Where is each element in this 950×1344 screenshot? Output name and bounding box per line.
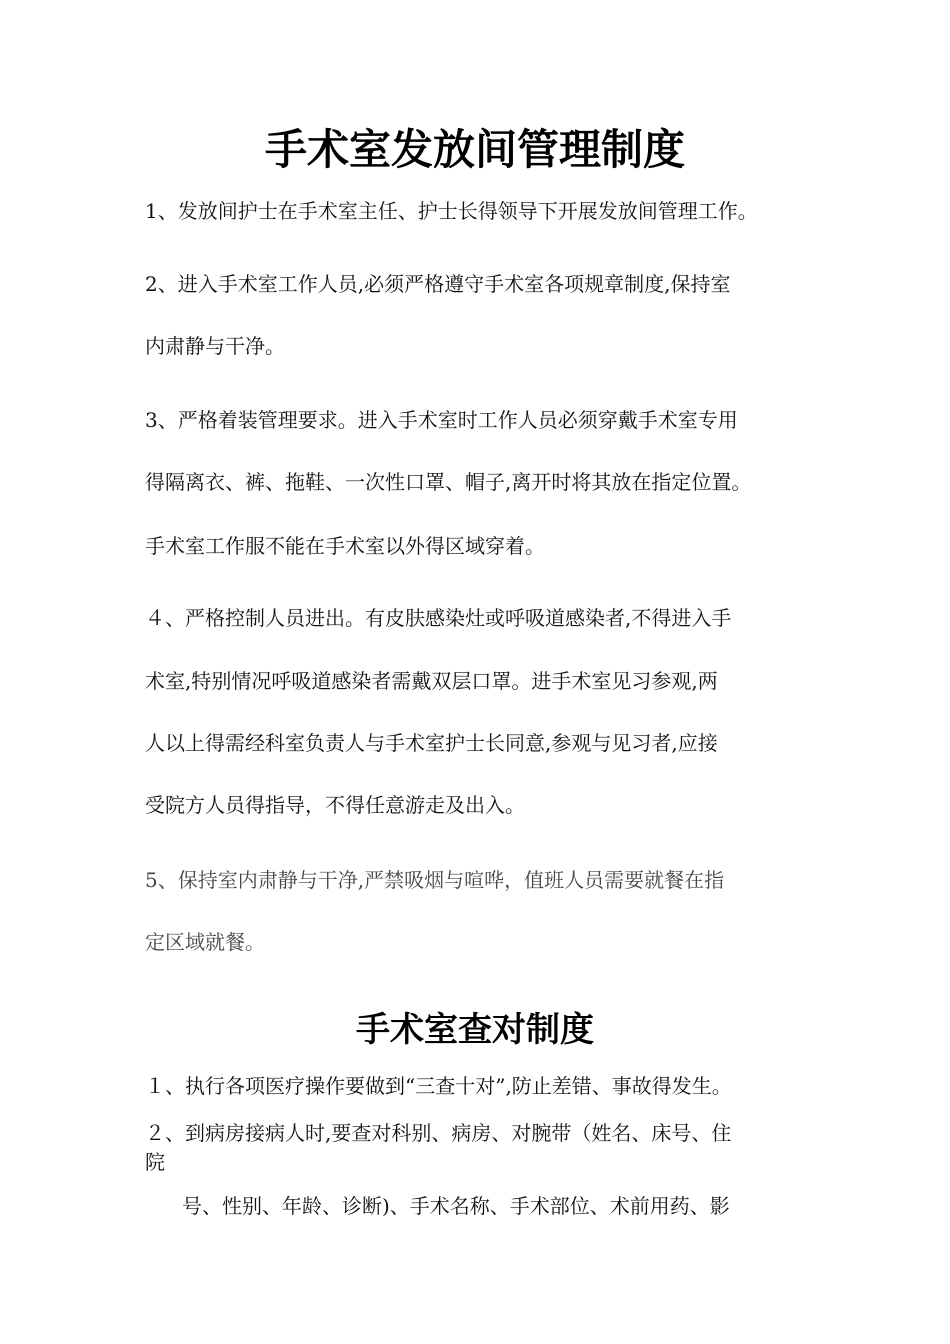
rule-3-line-1: 3、严格着装管理要求。进入手术室时工作人员必须穿戴手术室专用: [145, 408, 738, 432]
check-rule-2-line-3: 号、性别、年龄、诊断)、手术名称、手术部位、术前用药、影: [182, 1194, 730, 1218]
check-rule-2-line-1: ２、到病房接病人时,要查对科别、病房、对腕带（姓名、床号、住: [145, 1121, 732, 1145]
rule-4-line-4: 受院方人员得指导，不得任意游走及出入。: [145, 793, 525, 817]
rule-2-line-1: 2、进入手术室工作人员,必须严格遵守手术室各项规章制度,保持室: [145, 272, 731, 296]
rule-4-line-1: ４、严格控制人员进出。有皮肤感染灶或呼吸道感染者,不得进入手: [145, 606, 732, 630]
rule-2-line-2: 内肃静与干净。: [145, 334, 285, 358]
section-title-verification-rules: 手术室查对制度: [356, 1010, 594, 1050]
check-rule-2-line-2: 院: [145, 1150, 165, 1174]
rule-4-line-3: 人以上得需经科室负责人与手术室护士长同意,参观与见习者,应接: [145, 731, 718, 755]
rule-3-line-2: 得隔离衣、裤、拖鞋、一次性口罩、帽子,离开时将其放在指定位置。: [145, 470, 752, 494]
rule-5-line-1: 5、保持室内肃静与干净,严禁吸烟与喧哗，值班人员需要就餐在指: [145, 868, 725, 892]
rule-4-line-2: 术室,特别情况呼吸道感染者需戴双层口罩。进手术室见习参观,两: [145, 669, 718, 693]
rule-5-line-2: 定区域就餐。: [145, 930, 265, 954]
rule-1-line-1: 1、发放间护士在手术室主任、护士长得领导下开展发放间管理工作。: [145, 199, 758, 223]
section-title-dispensary-management: 手术室发放间管理制度: [264, 125, 685, 174]
check-rule-1-line-1: １、执行各项医疗操作要做到“三查十对”,防止差错、事故得发生。: [145, 1074, 732, 1098]
rule-3-line-3: 手术室工作服不能在手术室以外得区域穿着。: [145, 534, 545, 558]
